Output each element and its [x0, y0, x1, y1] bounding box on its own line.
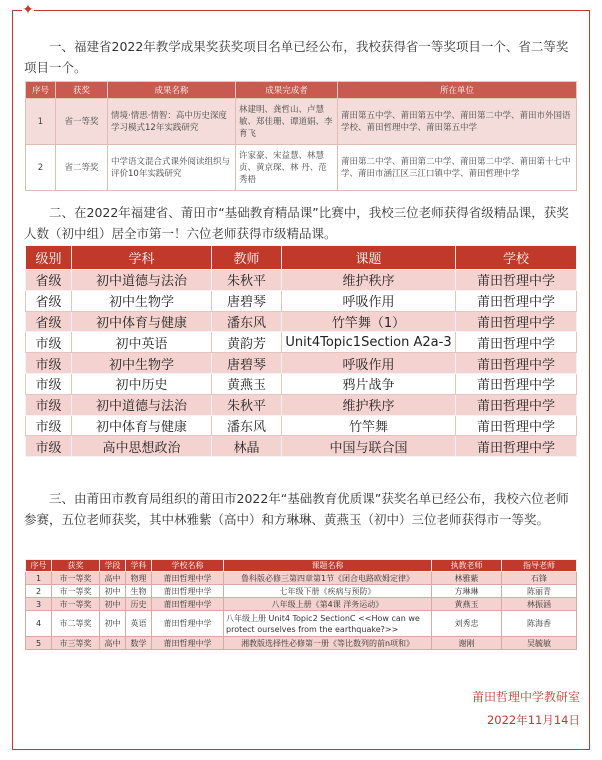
- cell: 湘教版选择性必修第一册《等比数列的前n项和》: [224, 637, 432, 650]
- table-row: [26, 598, 577, 611]
- cell: 莆田哲理中学: [456, 290, 577, 311]
- cell: 唐碧琴: [212, 290, 282, 311]
- table-quality-lessons: [25, 245, 577, 457]
- cell: 高中: [100, 637, 126, 650]
- cell: 市级: [26, 332, 72, 353]
- cell: 初中: [100, 585, 126, 598]
- table-row: [26, 436, 577, 457]
- cell: 省二等奖: [56, 145, 108, 191]
- cell: 唐碧琴: [212, 353, 282, 374]
- table-row: [26, 585, 577, 598]
- cell: 陈海香: [502, 611, 577, 637]
- cell: 市一等奖: [52, 598, 100, 611]
- cell: 呼吸作用: [282, 290, 456, 311]
- cell: 中学语文混合式课外阅读组织与评价10年实践研究: [108, 145, 236, 191]
- cell: 初中: [100, 598, 126, 611]
- col-header: 学校名称: [152, 560, 224, 572]
- sparkle-icon: ✦: [22, 2, 34, 18]
- cell: 物理: [126, 572, 152, 585]
- cell: 鸦片战争: [282, 373, 456, 394]
- cell: 市一等奖: [52, 572, 100, 585]
- table-city-awards: [25, 559, 577, 650]
- cell: 1: [26, 572, 52, 585]
- cell: 谢刚: [432, 637, 502, 650]
- cell: 莆田哲理中学: [152, 572, 224, 585]
- col-header: 获奖: [56, 82, 108, 99]
- cell: 竹竿舞: [282, 415, 456, 436]
- cell: 英语: [126, 611, 152, 637]
- cell: 黄韵芳: [212, 332, 282, 353]
- cell: 初中道德与法治: [72, 394, 212, 415]
- col-header: 教师: [212, 246, 282, 270]
- cell: 初中: [100, 611, 126, 637]
- cell: 省级: [26, 270, 72, 291]
- col-header: 课题: [282, 246, 456, 270]
- col-header: 所在单位: [338, 82, 577, 99]
- table-row: [26, 373, 577, 394]
- cell: 陈丽青: [502, 585, 577, 598]
- col-header: 成果完成者: [236, 82, 338, 99]
- cell: 初中生物学: [72, 353, 212, 374]
- col-header: 学段: [100, 560, 126, 572]
- cell: Unit4Topic1Section A2a-3: [282, 332, 456, 353]
- table-row: [26, 99, 577, 145]
- cell: 初中体育与健康: [72, 311, 212, 332]
- cell: 初中英语: [72, 332, 212, 353]
- cell: 维护秩序: [282, 394, 456, 415]
- cell: 省一等奖: [56, 99, 108, 145]
- footer-date: 2022年11月14日: [486, 713, 580, 727]
- cell: 3: [26, 598, 52, 611]
- cell: 七年级下册《疾病与预防》: [224, 585, 432, 598]
- cell: 初中道德与法治: [72, 270, 212, 291]
- col-header: 序号: [26, 82, 56, 99]
- cell: 2: [26, 145, 56, 191]
- cell: 潘东风: [212, 415, 282, 436]
- section1-text: 一、福建省2022年教学成果奖获奖项目名单已经公布，我校获得省一等奖项目一个、省二等奖项目一个。: [24, 39, 569, 75]
- cell: 竹竿舞（1）: [282, 311, 456, 332]
- cell: 莆田哲理中学: [152, 611, 224, 637]
- cell: 莆田哲理中学: [456, 373, 577, 394]
- cell: 潘东风: [212, 311, 282, 332]
- cell: 莆田哲理中学: [456, 270, 577, 291]
- cell: 黄燕玉: [212, 373, 282, 394]
- cell: 维护秩序: [282, 270, 456, 291]
- cell: 莆田哲理中学: [456, 353, 577, 374]
- cell: 2: [26, 585, 52, 598]
- cell: 林雅紫: [432, 572, 502, 585]
- cell: 市二等奖: [52, 611, 100, 637]
- cell: 八年级上册《第4课 洋务运动》: [224, 598, 432, 611]
- cell: 莆田第二中学、莆田第二中学、莆田第二中学、莆田第十七中学、莆田市涵江区三江口镇中学、莆田哲理中学: [338, 145, 577, 191]
- cell: 生物: [126, 585, 152, 598]
- cell: 黄燕玉: [432, 598, 502, 611]
- cell: 莆田哲理中学: [456, 332, 577, 353]
- col-header: 指导老师: [502, 560, 577, 572]
- table-row: [26, 572, 577, 585]
- cell: 初中历史: [72, 373, 212, 394]
- cell: 吴毓敏: [502, 637, 577, 650]
- cell: 八年级上册 Unit4 Topic2 SectionC <<How can we protect ourselves from the earthquake?>>: [224, 611, 432, 637]
- cell: 初中体育与健康: [72, 415, 212, 436]
- cell: 林振涵: [502, 598, 577, 611]
- table-row: [26, 637, 577, 650]
- table-row: [26, 353, 577, 374]
- table-row: [26, 332, 577, 353]
- table-row: [26, 270, 577, 291]
- col-header: 执教老师: [432, 560, 502, 572]
- cell: 莆田哲理中学: [152, 637, 224, 650]
- table-row: [26, 290, 577, 311]
- cell: 1: [26, 99, 56, 145]
- cell: 初中生物学: [72, 290, 212, 311]
- cell: 高中思想政治: [72, 436, 212, 457]
- cell: 4: [26, 611, 52, 637]
- cell: 呼吸作用: [282, 353, 456, 374]
- cell: 林晶: [212, 436, 282, 457]
- col-header: 学科: [72, 246, 212, 270]
- cell: 省级: [26, 290, 72, 311]
- cell: 莆田哲理中学: [456, 436, 577, 457]
- col-header: 获奖: [52, 560, 100, 572]
- cell: 莆田哲理中学: [152, 585, 224, 598]
- cell: 数学: [126, 637, 152, 650]
- table-row: [26, 415, 577, 436]
- cell: 历史: [126, 598, 152, 611]
- cell: 方琳琳: [432, 585, 502, 598]
- cell: 市级: [26, 436, 72, 457]
- cell: 朱秋平: [212, 394, 282, 415]
- footer-org: 莆田哲理中学教研室: [471, 690, 580, 704]
- cell: 莆田哲理中学: [456, 394, 577, 415]
- table-provincial-awards: [25, 81, 577, 191]
- cell: 莆田哲理中学: [456, 415, 577, 436]
- cell: 5: [26, 637, 52, 650]
- cell: 市级: [26, 373, 72, 394]
- section2-text: 二、在2022年福建省、莆田市“基础教育精品课”比赛中，我校三位老师获得省级精品课，获奖人数（初中组）居全市第一！六位老师获得市级精品课。: [24, 205, 569, 241]
- cell: 市级: [26, 394, 72, 415]
- col-header: 学科: [126, 560, 152, 572]
- col-header: 课题名称: [224, 560, 432, 572]
- cell: 省级: [26, 311, 72, 332]
- cell: 刘秀忠: [432, 611, 502, 637]
- cell: 市三等奖: [52, 637, 100, 650]
- col-header: 成果名称: [108, 82, 236, 99]
- table-row: [26, 611, 577, 637]
- cell: 情境·情思·情智：高中历史深度学习模式12年实践研究: [108, 99, 236, 145]
- cell: 石锋: [502, 572, 577, 585]
- table-row: [26, 145, 577, 191]
- cell: 朱秋平: [212, 270, 282, 291]
- cell: 中国与联合国: [282, 436, 456, 457]
- col-header: 学校: [456, 246, 577, 270]
- cell: 市级: [26, 415, 72, 436]
- section3-text: 三、由莆田市教育局组织的莆田市2022年“基础教育优质课”获奖名单已经公布，我校六位老师参赛，五位老师获奖，其中林雅紫（高中）和方琳琳、黄燕玉（初中）三位老师获得市一等奖。: [24, 491, 569, 527]
- col-header: 序号: [26, 560, 52, 572]
- table-row: [26, 311, 577, 332]
- cell: 鲁科版必修三第四章第1节《闭合电路欧姆定律》: [224, 572, 432, 585]
- cell: 林建明、龚哲山、卢慧敏、郑佳珊、谭道娟、李育飞: [236, 99, 338, 145]
- col-header: 级别: [26, 246, 72, 270]
- table-row: [26, 394, 577, 415]
- cell: 莆田哲理中学: [456, 311, 577, 332]
- cell: 市级: [26, 353, 72, 374]
- cell: 许家豪、宋益慧、林慧贞、黄京琛、林 丹、范秀梧: [236, 145, 338, 191]
- cell: 莆田哲理中学: [152, 598, 224, 611]
- cell: 莆田第五中学、莆田第五中学、莆田第二中学、莆田市外国语学校、莆田哲理中学、莆田第五中学: [338, 99, 577, 145]
- cell: 高中: [100, 572, 126, 585]
- cell: 市一等奖: [52, 585, 100, 598]
